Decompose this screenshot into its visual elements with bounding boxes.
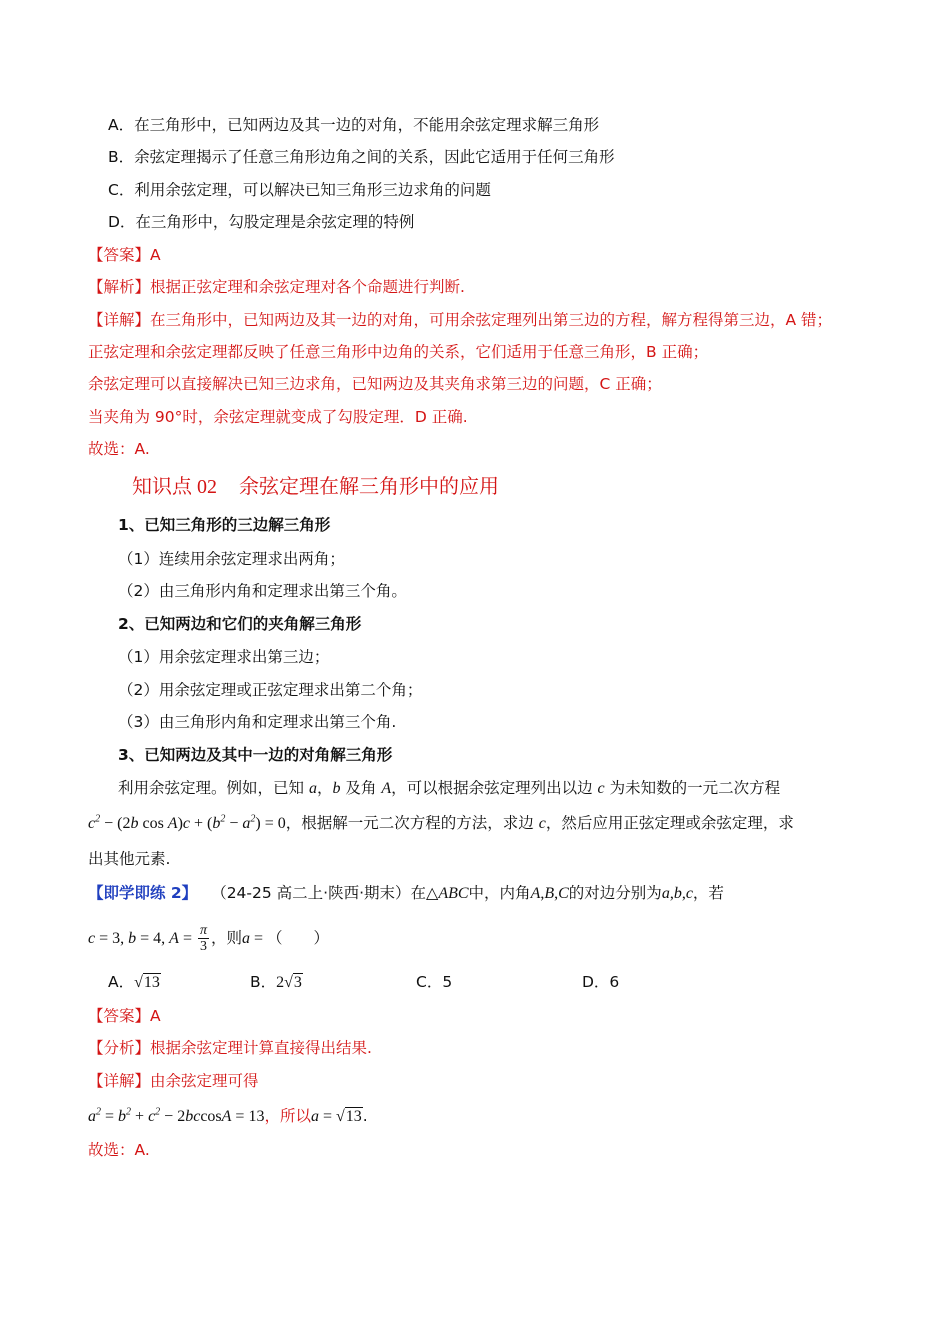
detail-row-1 <box>88 310 832 330</box>
detail-label: 【详解】 <box>88 311 151 329</box>
two-sqrt-3: 2√3 <box>276 974 302 991</box>
pi-over-3: $\frac{\pi}{3}$ <box>199 923 207 954</box>
item2-step2: （2）用余弦定理或正弦定理求出第二个角； <box>118 681 423 699</box>
q2-option-a: A．√13 <box>108 973 160 991</box>
item1-step2: （2）由三角形内角和定理求出第三个角。 <box>118 582 407 600</box>
quadratic-formula: $c^2 - (2b$ $\cos A)c + (b^2 - a^2) = 0$ <box>88 813 286 832</box>
item1-step1: （1）连续用余弦定理求出两角； <box>118 550 345 568</box>
q2-conclusion: 故选：A. <box>88 1141 150 1159</box>
q2-conditions: c = 3, b = 4, A = <box>88 930 196 947</box>
item3-paragraph-line1: 利用余弦定理。例如，已知 a，b 及角 A，可以根据余弦定理列出以边 c 为未知数的一元二次方程 <box>118 779 781 797</box>
q2-option-d: D．6 <box>582 973 620 991</box>
q2-option-c: C．5 <box>416 973 453 991</box>
item2-step3: （3）由三角形内角和定理求出第三个角. <box>118 713 397 731</box>
answer-row <box>88 245 161 265</box>
section-number: 知识点 02 <box>132 476 217 498</box>
detail-line-1: 在三角形中，已知两边及其一边的对角，可用余弦定理列出第三边的方程，解方程得第三边，A 错； <box>150 311 833 329</box>
option-a: A．在三角形中，已知两边及其一边的对角，不能用余弦定理求解三角形 <box>108 116 600 134</box>
detail-line-3: 余弦定理可以直接解决已知三边求角，已知两边及其夹角求第三边的问题，C 正确； <box>88 375 662 393</box>
option-b: B．余弦定理揭示了任意三角形边角之间的关系，因此它适用于任何三角形 <box>108 148 615 166</box>
section-title: 余弦定理在解三角形中的应用 <box>239 474 499 498</box>
cosine-law-result: $a^2 = b^2 + c^2 - 2bccosA = 13$ <box>88 1106 265 1125</box>
item2-title: 2、已知两边和它们的夹角解三角形 <box>118 615 362 633</box>
item3-paragraph-line3: 出其他元素. <box>88 850 171 868</box>
conclusion-1: 故选：A. <box>88 440 150 458</box>
q2-detail-row: 【详解】由余弦定理可得 <box>88 1072 259 1090</box>
q2-stem-line1: 【即学即练 2】 （24-25 高二上·陕西·期末）在△ABC中，内角A,B,C的对边分别为a,b,c，若 <box>88 884 724 902</box>
item3-title: 3、已知两边及其中一边的对角解三角形 <box>118 746 393 764</box>
item1-title: 1、已知三角形的三边解三角形 <box>118 516 331 534</box>
analysis-text: 根据正弦定理和余弦定理对各个命题进行判断. <box>150 278 465 296</box>
q2-analysis-row: 【分析】根据余弦定理计算直接得出结果. <box>88 1039 372 1057</box>
q2-tag: 【即学即练 2】 <box>88 884 198 902</box>
q2-answer-row: 【答案】A <box>88 1007 161 1025</box>
detail-line-4: 当夹角为 90°时，余弦定理就变成了勾股定理．D 正确. <box>88 408 468 426</box>
detail-line-2: 正弦定理和余弦定理都反映了任意三角形中边角的关系，它们适用于任意三角形，B 正确； <box>88 343 709 361</box>
item2-step1: （1）用余弦定理求出第三边； <box>118 648 330 666</box>
q2-option-b: B．2√3 <box>250 973 302 991</box>
q2-stem-line2: c = 3, b = 4, A = $\frac{\pi}{3}$ ，则a = （ ） <box>88 923 330 954</box>
sqrt-13: √13 <box>134 974 160 991</box>
item3-paragraph-line2: $c^2 - (2b$ $\cos A)c + (b^2 - a^2) = 0$，根据解一元二次方程的方法，求边 c，然后应用正弦定理或余弦定理，求 <box>88 813 794 832</box>
option-d: D．在三角形中，勾股定理是余弦定理的特例 <box>108 213 415 231</box>
q2-result-row: $a^2 = b^2 + c^2 - 2bccosA = 13$，所以a = √13. <box>88 1106 368 1125</box>
analysis-row <box>88 277 465 297</box>
section-heading <box>132 474 499 499</box>
option-c: C．利用余弦定理，可以解决已知三角形三边求角的问题 <box>108 181 491 199</box>
analysis-label: 【解析】 <box>88 278 151 296</box>
answer-label: 【答案】 <box>88 246 151 264</box>
answer-value: A <box>150 246 161 264</box>
